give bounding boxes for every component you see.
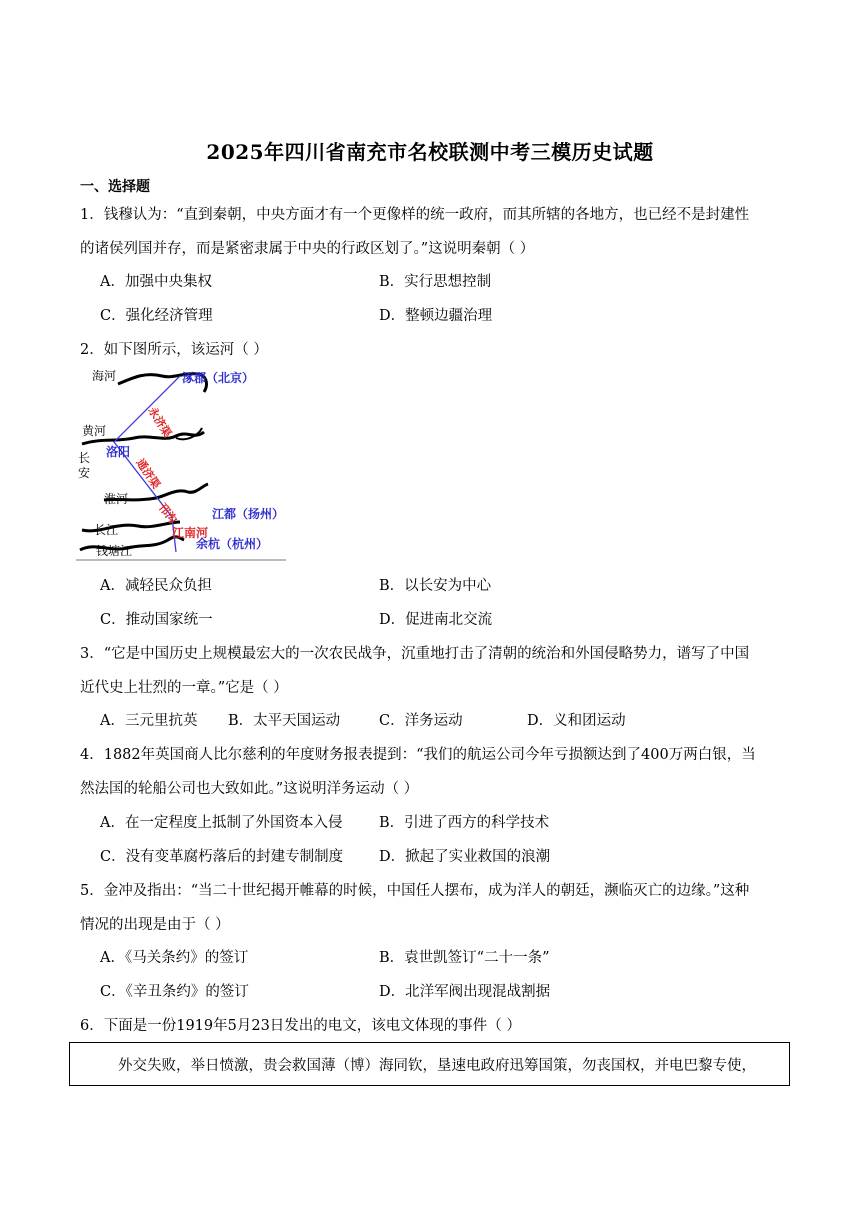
section-heading: 一、选择题 [80,179,150,195]
luoyang-label: 洛阳 [106,445,131,459]
changan-label-1: 长 [78,451,91,465]
hangou-label: 邗沟 [155,500,180,527]
q4-option-c: C．没有变革腐朽落后的封建专制制度 [100,849,344,865]
page-title: 2025年四川省南充市名校联测中考三模历史试题 [206,140,654,164]
q2-option-c: C．推动国家统一 [100,612,213,628]
q2-option-d: D．促进南北交流 [379,612,493,628]
huaihe-label: 淮河 [104,492,129,506]
q4-stem-line1: 4．1882年英国商人比尔慈利的年度财务报表提到：“我们的航运公司今年亏损额达到了400万两白银，当 [80,747,756,763]
q5-option-d: D．北洋军阀出现混战割据 [379,984,551,1000]
q4-option-b: B．引进了西方的科学技术 [379,815,550,831]
q1-option-a: A．加强中央集权 [100,274,212,290]
q1-option-b: B．实行思想控制 [379,274,492,290]
q1-option-d: D．整顿边疆治理 [379,308,493,324]
zhuojun-label: 涿郡（北京） [182,371,255,385]
qiantangjiang-label: 钱塘江 [96,544,133,558]
yongjiqu-label: 永济渠 [145,404,174,440]
q3-option-d: D．义和团运动 [527,713,626,729]
q5-stem-line2: 情况的出现是由于（ ） [80,917,230,933]
q5-option-b: B．袁世凯签订“二十一条” [379,950,550,966]
q2-option-b: B．以长安为中心 [379,578,492,594]
q5-option-c: C．《辛丑条约》的签订 [100,984,249,1000]
telegram-text: 外交失败，举日愤激，贵会救国薄（博）海同钦，垦速电政府迅筹国策，勿丧国权，并电巴黎专使， [118,1058,756,1074]
jiangnanhe-label: 江南河 [172,526,209,540]
q5-option-a: A．《马关条约》的签订 [100,950,249,966]
q2-stem-line1: 2．如下图所示，该运河（ ） [80,342,268,358]
haihe-label: 海河 [92,369,117,383]
q3-stem-line2: 近代史上壮烈的一章。”它是（ ） [80,680,288,696]
q4-option-a: A．在一定程度上抵制了外国资本入侵 [100,815,343,831]
jiangdu-label: 江都（扬州） [212,507,285,521]
q1-stem-line1: 1．钱穆认为：“直到秦朝，中央方面才有一个更像样的统一政府，而其所辖的各地方，也已经不是封建性 [80,207,750,223]
q3-option-a: A．三元里抗英 [100,713,198,729]
q6-stem-line1: 6．下面是一份1919年5月23日发出的电文，该电文体现的事件（ ） [80,1018,521,1034]
q5-stem-line1: 5．金冲及指出：“当二十世纪揭开帷幕的时候，中国任人摆布，成为洋人的朝廷，濒临灭亡的边缘。”这种 [80,883,750,899]
q4-stem-line2: 然法国的轮船公司也大致如此。”这说明洋务运动（ ） [80,781,419,797]
q3-option-b: B．太平天国运动 [228,713,341,729]
q2-option-a: A．减轻民众负担 [100,578,212,594]
yuhang-label: 余杭（杭州） [196,537,269,551]
q1-option-c: C．强化经济管理 [100,308,213,324]
huanghe-label: 黄河 [82,424,107,438]
q3-option-c: C．洋务运动 [379,713,463,729]
changan-label-2: 安 [78,466,91,480]
q3-stem-line1: 3．“它是中国历史上规模最宏大的一次农民战争，沉重地打击了清朝的统治和外国侵略势力，谱写了中国 [80,646,750,662]
q1-stem-line2: 的诸侯列国并存，而是紧密隶属于中央的行政区划了。”这说明秦朝（ ） [80,241,535,257]
q4-option-d: D．掀起了实业救国的浪潮 [379,849,551,865]
grand-canal-map [76,362,290,562]
tongjiqu-label: 通济渠 [133,456,163,492]
changjiang-label: 长江 [94,523,119,537]
